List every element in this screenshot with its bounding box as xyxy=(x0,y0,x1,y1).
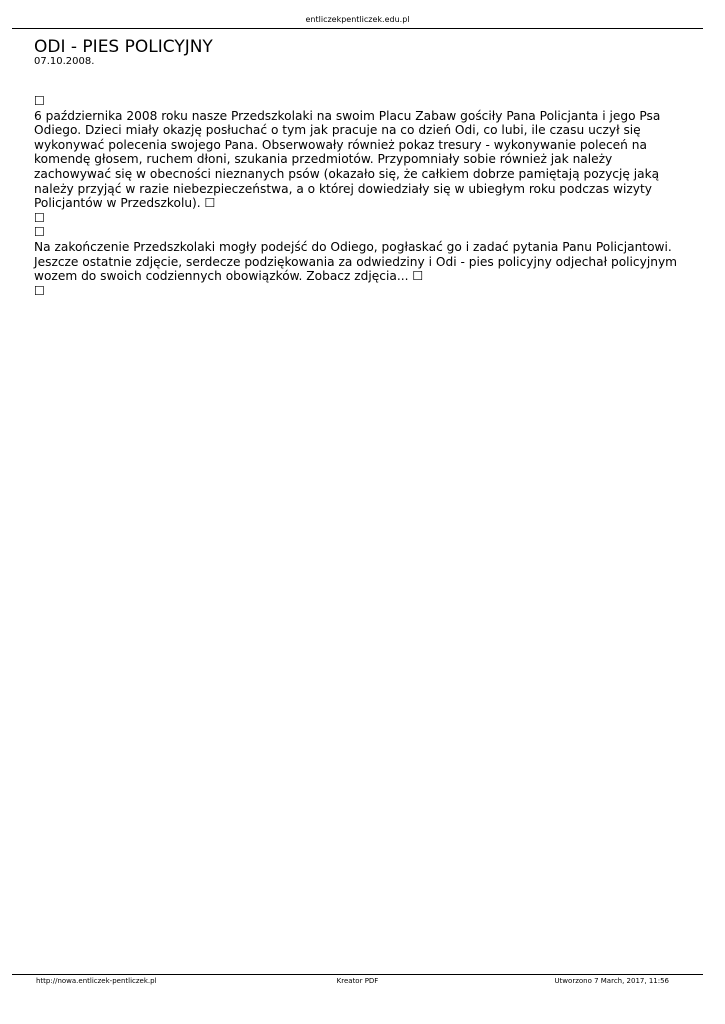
body-line: należy przyjąć w razie niebezpieczeństwa, a o której dowiedziały się w ubiegłym roku podczas wizyty xyxy=(34,181,652,196)
body-line: Jeszcze ostatnie zdjęcie, serdecze podziękowania za odwiedziny i Odi - pies policyjny odjechał policyjnym xyxy=(34,254,678,269)
site-name: entliczekpentliczek.edu.pl xyxy=(305,15,410,24)
body-line: zachowywać się w obecności nieznanych psów (okazało się, że całkiem dobrze pamiętają pozycję jaką xyxy=(34,166,660,181)
article-date: 07.10.2008. xyxy=(34,56,95,67)
body-line: ☐ xyxy=(34,283,45,298)
body-line: wykonywać polecenia swojego Pana. Obserwowały również pokaz tresury - wykonywanie poleceń na xyxy=(34,137,647,152)
body-line: ☐ xyxy=(34,225,45,240)
page-footer xyxy=(12,974,703,987)
body-line: ☐ xyxy=(34,210,45,225)
footer-created: Utworzono 7 March, 2017, 11:56 xyxy=(554,977,669,985)
article xyxy=(34,38,684,298)
body-line: komendę głosem, ruchem dłoni, szukania przedmiotów. Przypomniały sobie również jak należy xyxy=(34,152,613,167)
body-line: Policjantów w Przedszkolu). ☐ xyxy=(34,196,216,211)
body-line: 6 października 2008 roku nasze Przedszkolaki na swoim Placu Zabaw gościły Pana Policjanta i jego Psa xyxy=(34,108,661,123)
body-line: ☐ xyxy=(34,94,45,108)
body-line: Na zakończenie Przedszkolaki mogły podejść do Odiego, pogłaskać go i zadać pytania Panu Policjantowi. xyxy=(34,239,672,254)
body-line: wozem do swoich codziennych obowiązków. Zobacz zdjęcia... ☐ xyxy=(34,269,424,284)
footer-url: http://nowa.entliczek-pentliczek.pl xyxy=(36,977,157,985)
footer-generator: Kreator PDF xyxy=(336,977,379,985)
article-body xyxy=(34,94,684,298)
article-title: ODI - PIES POLICYJNY xyxy=(34,37,213,57)
page-header xyxy=(12,14,703,29)
body-line: Odiego. Dzieci miały okazję posłuchać o tym jak pracuje na co dzień Odi, co lubi, ile czasu uczył się xyxy=(34,123,641,138)
